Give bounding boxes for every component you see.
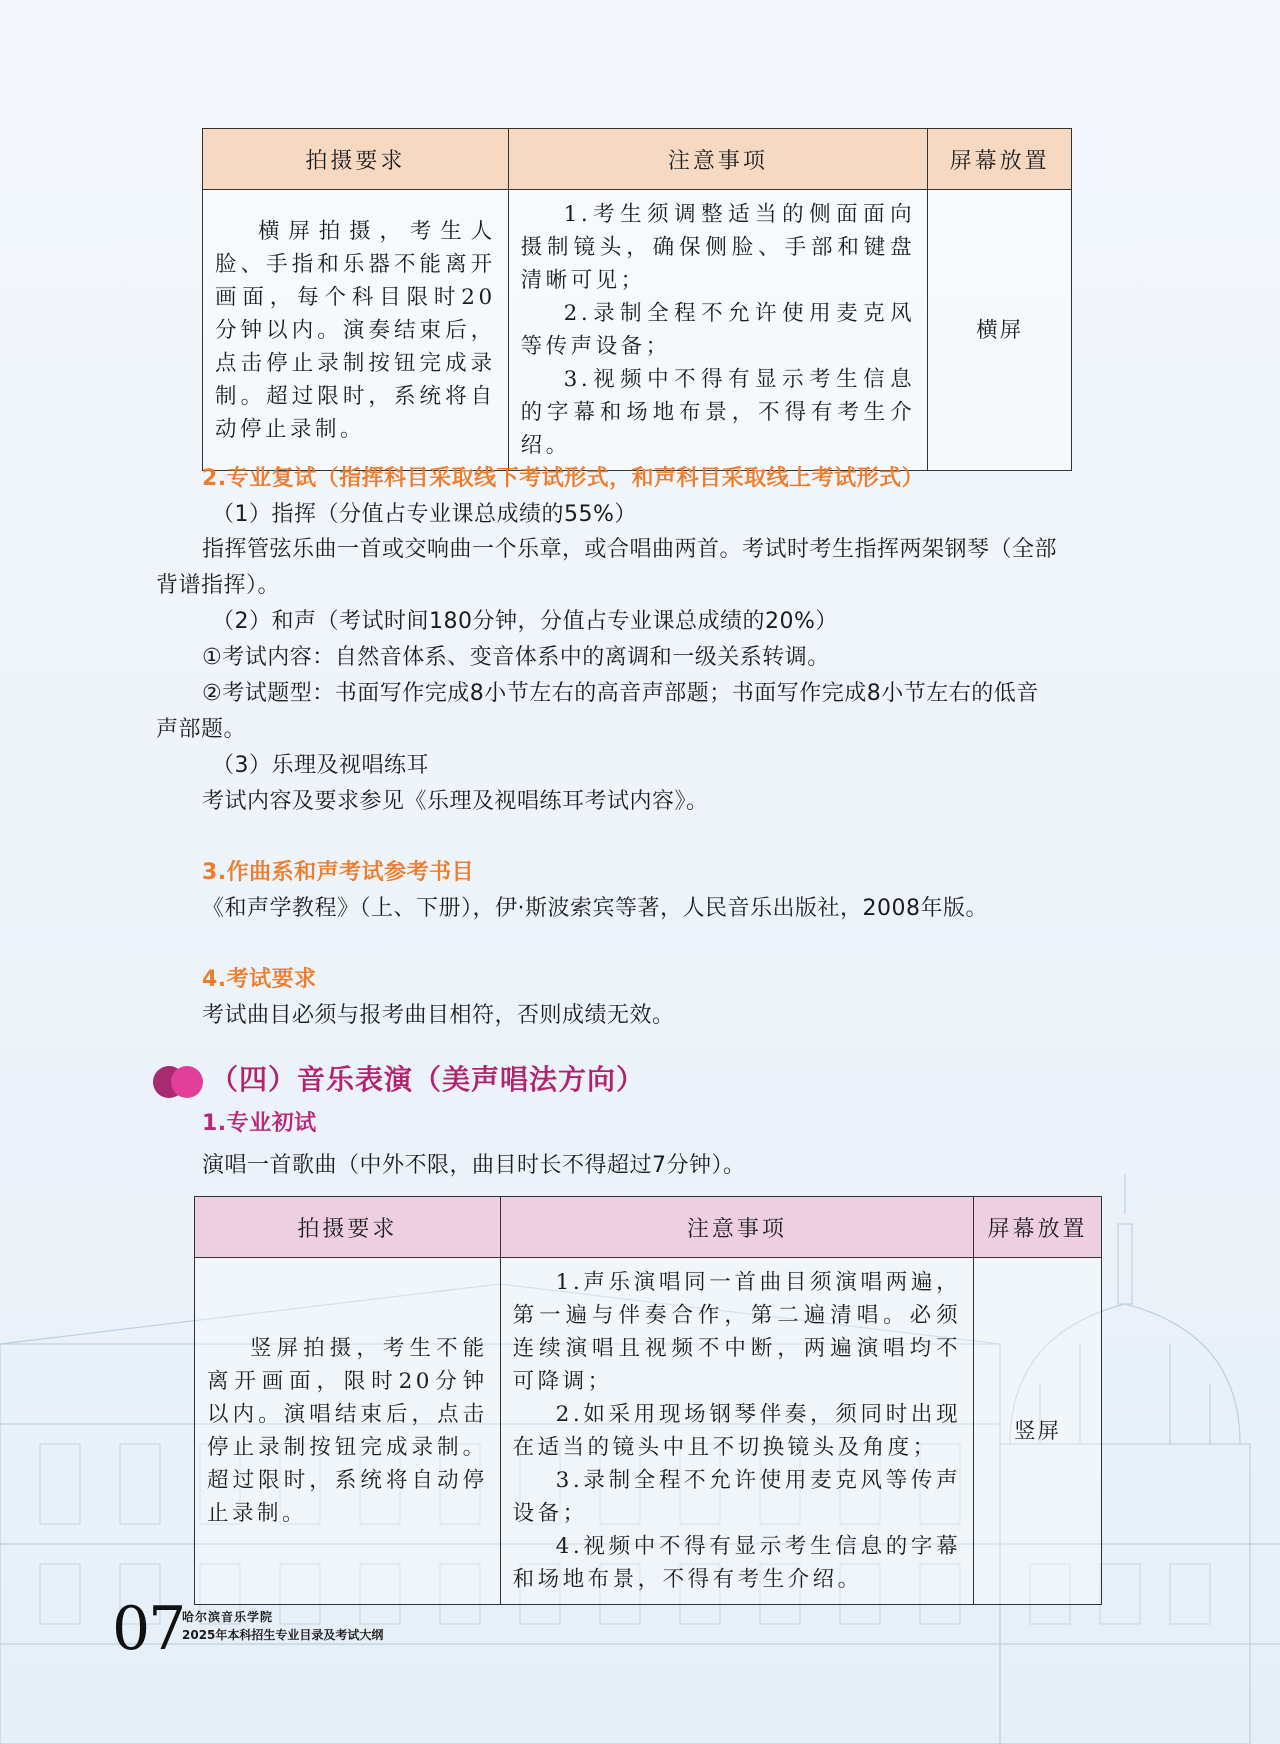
screen-orientation-cell: 竖屏 xyxy=(974,1258,1102,1605)
paragraph: （2）和声（考试时间180分钟，分值占专业课总成绩的20%） xyxy=(212,609,838,634)
section-heading-exam-requirements: 4.考试要求 xyxy=(202,967,317,992)
table-header-row xyxy=(203,129,1072,190)
footer-school-name: 哈尔滨音乐学院 xyxy=(182,1610,274,1624)
screen-orientation-cell: 横屏 xyxy=(928,190,1072,471)
footer-document-title: 2025年本科招生专业目录及考试大纲 xyxy=(182,1628,384,1642)
header-notes: 注意事项 xyxy=(508,129,927,190)
note-item: 4.视频中不得有显示考生信息的字幕和场地布景，不得有考生介绍。 xyxy=(512,1534,962,1592)
note-item: 1.考生须调整适当的侧面面向摄制镜头，确保侧脸、手部和键盘清晰可见； xyxy=(520,202,916,293)
table-row xyxy=(203,190,1072,471)
paragraph: （3）乐理及视唱练耳 xyxy=(212,753,429,778)
note-item: 2.录制全程不允许使用麦克风等传声设备； xyxy=(520,301,916,359)
note-item: 3.视频中不得有显示考生信息的字幕和场地布景，不得有考生介绍。 xyxy=(520,367,916,458)
header-screen-orientation: 屏幕放置 xyxy=(974,1197,1102,1258)
section-bullet-icon xyxy=(153,1066,205,1098)
section-heading-retest: 2.专业复试（指挥科目采取线下考试形式，和声科目采取线上考试形式） xyxy=(202,466,925,491)
note-item: 2.如采用现场钢琴伴奏，须同时出现在适当的镜头中且不切换镜头及角度； xyxy=(512,1402,962,1460)
shooting-requirement-cell: 竖屏拍摄，考生不能离开画面，限时20分钟以内。演唱结束后，点击停止录制按钮完成录制。超过限时，系统将自动停止录制。 xyxy=(195,1258,501,1605)
section-heading-references: 3.作曲系和声考试参考书目 xyxy=(202,860,475,885)
paragraph: 声部题。 xyxy=(156,717,247,742)
paragraph: 指挥管弦乐曲一首或交响曲一个乐章，或合唱曲两首。考试时考生指挥两架钢琴（全部 xyxy=(202,537,1058,562)
recording-requirements-table-1 xyxy=(202,128,1072,471)
recording-requirements-table-2 xyxy=(194,1196,1102,1605)
note-item: 3.录制全程不允许使用麦克风等传声设备； xyxy=(512,1468,962,1526)
paragraph: ②考试题型：书面写作完成8小节左右的高音声部题；书面写作完成8小节左右的低音 xyxy=(202,681,1039,706)
table-header-row xyxy=(195,1197,1102,1258)
table-row xyxy=(195,1258,1102,1605)
paragraph: 考试曲目必须与报考曲目相符，否则成绩无效。 xyxy=(202,1003,675,1028)
header-shooting-requirement: 拍摄要求 xyxy=(195,1197,501,1258)
page-number: 07 xyxy=(112,1594,185,1664)
notes-cell xyxy=(500,1258,973,1605)
note-item: 1.声乐演唱同一首曲目须演唱两遍，第一遍与伴奏合作，第二遍清唱。必须连续演唱且视频不中断，两遍演唱均不可降调； xyxy=(512,1270,962,1394)
shooting-requirement-cell: 横屏拍摄，考生人脸、手指和乐器不能离开画面，每个科目限时20分钟以内。演奏结束后，点击停止录制按钮完成录制。超过限时，系统将自动停止录制。 xyxy=(203,190,509,471)
header-screen-orientation: 屏幕放置 xyxy=(928,129,1072,190)
section-heading-preliminary: 1.专业初试 xyxy=(202,1111,317,1136)
header-notes: 注意事项 xyxy=(500,1197,973,1258)
paragraph: 演唱一首歌曲（中外不限，曲目时长不得超过7分钟）。 xyxy=(202,1153,746,1178)
header-shooting-requirement: 拍摄要求 xyxy=(203,129,509,190)
paragraph: ①考试内容：自然音体系、变音体系中的离调和一级关系转调。 xyxy=(202,645,830,670)
paragraph: （1）指挥（分值占专业课总成绩的55%） xyxy=(212,502,637,527)
part-title: （四）音乐表演（美声唱法方向） xyxy=(210,1063,646,1096)
paragraph: 考试内容及要求参见《乐理及视唱练耳考试内容》。 xyxy=(202,789,709,814)
paragraph: 背谱指挥）。 xyxy=(156,573,281,598)
notes-cell xyxy=(508,190,927,471)
paragraph: 《和声学教程》（上、下册），伊·斯波索宾等著，人民音乐出版社，2008年版。 xyxy=(202,896,988,921)
